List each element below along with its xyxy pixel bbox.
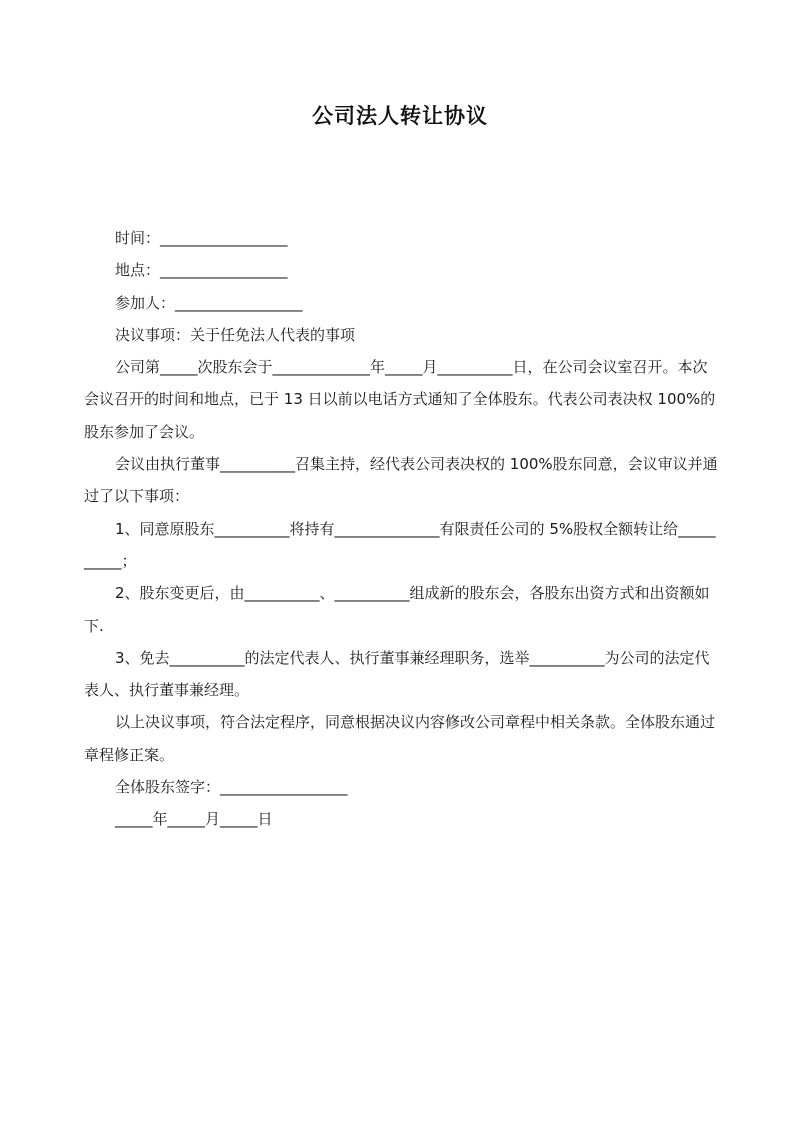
paragraph-item-3: 3、免去__________的法定代表人、执行董事兼经理职务，选举__________为公司的法定代表人、执行董事兼经理。 <box>84 648 710 700</box>
paragraph-attendees: 参加人：_________________ <box>115 293 303 312</box>
paragraph-item-2: 2、股东变更后，由__________、__________组成新的股东会，各股东出资方式和出资额如下. <box>84 584 710 635</box>
paragraph-signature: 全体股东签字：_________________ <box>115 778 348 797</box>
paragraph-resolution-subject: 决议事项：关于任免法人代表的事项 <box>115 325 356 344</box>
paragraph-conclusion: 以上决议事项，符合法定程序，同意根据决议内容修改公司章程中相关条款。全体股东通过章程修正案。 <box>84 713 716 764</box>
paragraph-location: 地点：_________________ <box>115 261 288 280</box>
paragraph-date: _____年_____月_____日 <box>115 810 273 829</box>
paragraph-item-1: 1、同意原股东__________将持有______________有限责任公司的 5%股权全额转让给__________； <box>84 519 716 570</box>
paragraph-time: 时间：_________________ <box>115 229 288 247</box>
paragraph-meeting-notice: 公司第_____次股东会于_____________年_____月__________日，在公司会议室召开。本次会议召开的时间和地点，已于 13 日以前以电话方式通知了全体股东。代表公司表决权 100%的股东参加了会议。 <box>84 358 716 441</box>
document-body <box>84 222 718 836</box>
paragraph-meeting-chair: 会议由执行董事__________召集主持，经代表公司表决权的 100%股东同意，会议审议并通过了以下事项： <box>84 455 718 506</box>
document-title: 公司法人转让协议 <box>312 104 488 128</box>
